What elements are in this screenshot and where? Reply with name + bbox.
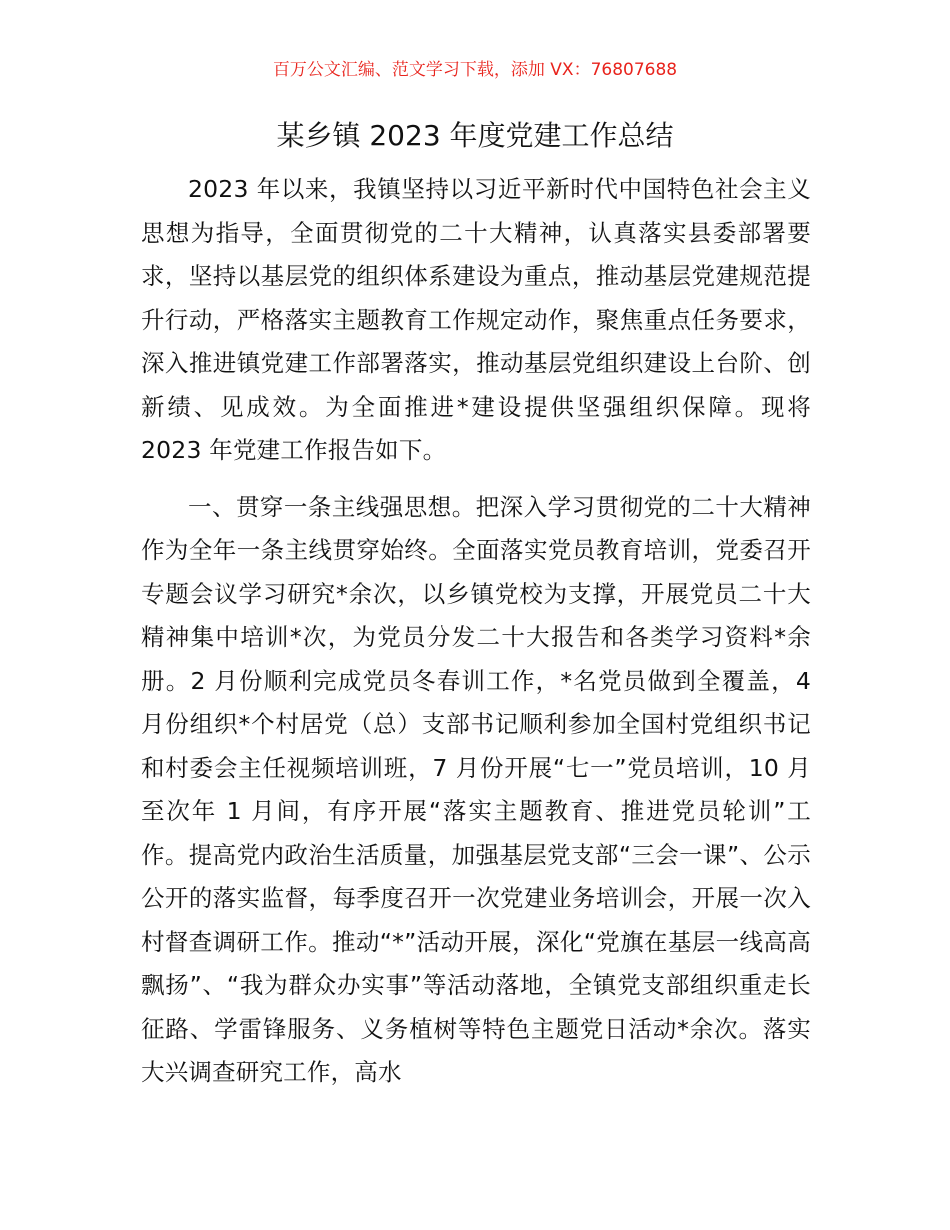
watermark-header: 百万公文汇编、范文学习下载，添加 VX：76807688 bbox=[272, 60, 678, 80]
paragraph-section-one: 一、贯穿一条主线强思想。把深入学习贯彻党的二十大精神作为全年一条主线贯穿始终。全面落实党员教育培训，党委召开专题会议学习研究*余次，以乡镇党校为支撑，开展党员二十大精神集中培训*次，为党员分发二十大报告和各类学习资料*余册。2 月份顺利完成党员冬春训工作，*名党员做到全覆盖，4 月份组织*个村居党（总）支部书记顺利参加全国村党组织书记和村委会主任视频培训班，7 月份开展“七一”党员培训，10 月至次年 1 月间，有序开展“落实主题教育、推进党员轮训”工作。提高党内政治生活质量，加强基层党支部“三会一课”、公示公开的落实监督，每季度召开一次党建业务培训会，开展一次入村督查调研工作。推动“*”活动开展，深化“党旗在基层一线高高飘扬”、“我为群众办实事”等活动落地，全镇党支部组织重走长征路、学雷锋服务、义务植树等特色主题党日活动*余次。落实大兴调查研究工作，高水 bbox=[141, 492, 811, 1086]
paragraph-intro: 2023 年以来，我镇坚持以习近平新时代中国特色社会主义思想为指导，全面贯彻党的二十大精神，认真落实县委部署要求，坚持以基层党的组织体系建设为重点，推动基层党建规范提升行动，严格落实主题教育工作规定动作，聚焦重点任务要求，深入推进镇党建工作部署落实，推动基层党组织建设上台阶、创新绩、见成效。为全面推进*建设提供坚强组织保障。现将 2023 年党建工作报告如下。 bbox=[141, 175, 811, 464]
document-body bbox=[141, 168, 811, 1095]
document-title: 某乡镇 2023 年度党建工作总结 bbox=[276, 119, 674, 152]
